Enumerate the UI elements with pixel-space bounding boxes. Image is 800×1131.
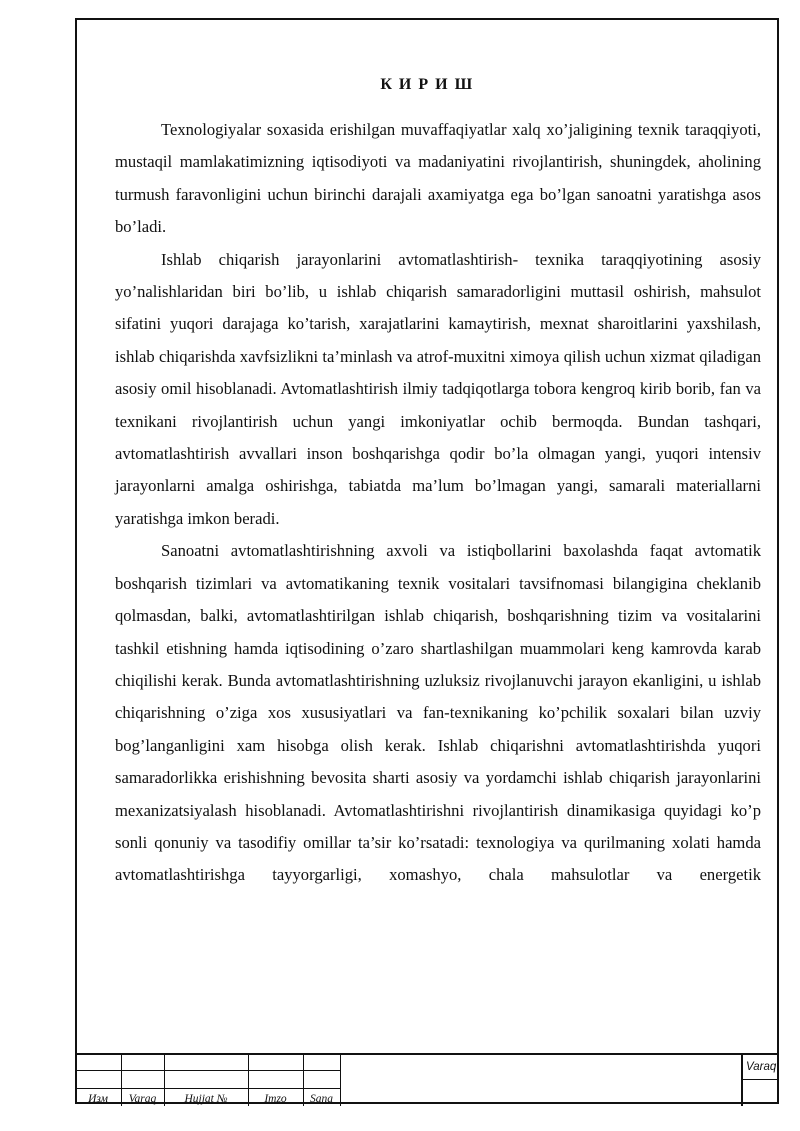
izm-label: Изм: [88, 1093, 108, 1105]
page-title: К И Р И Ш: [380, 76, 474, 93]
paragraph-2: Ishlab chiqarish jarayonlarini avtomatlashtirish- texnika taraqqiyotining asosiy yo’nalishlaridan biri bo’lib, u ishlab chiqarish samaradorligini muttasil oshirish, mahsulot sifatini yuqori darajaga ko’tarish, xarajatlarini kamaytirish, mexnat sharoitlarini yaxshilash, ishlab chiqarishda xavfsizlikni ta’minlash va atrof-muxitni ximoya qilish uchun xizmat qiladigan asosiy omil hisoblanadi. Avtomatlashtirish ilmiy tadqiqotlarga tobora kengroq kirib borib, fan va texnikani rivojlantirish uchun yangi imkoniyatlar ochib bermoqda. Bundan tashqari, avtomatlashtirish avvallari inson boshqarishga qodir bo’la olmagan yangi, yuqori intensiv jarayonlarni amalga oshirishga, tabiatda ma’lum bo’lmagan yangi, samarali materiallarni yaratishga imkon beradi.: [115, 249, 761, 528]
title-block: [75, 1053, 779, 1106]
sheet-number-box: [741, 1055, 779, 1106]
grid-line: [340, 1055, 341, 1106]
varaq-label: Varaq: [128, 1093, 157, 1105]
sheet-label: Varaq: [746, 1061, 777, 1073]
paragraph-3: Sanoatni avtomatlashtirishning axvoli va istiqbollarini baxolashda faqat avtomatik boshqarish tizimlari va avtomatikaning texnik vositalari tavsifnomasi bilangigina cheklanib qolmasdan, balki, avtomatlashtirilgan ishlab chiqarish, boshqarishning tizim va vositalarini tashkil etishning hamda iqtisodining o’zaro shartlashilgan muammolari keng kamrovda karab chiqilishi kerak. Bunda avtomatlashtirishning uzluksiz rivojlanuvchi jarayon ekanligini, u ishlab chiqarishning o’ziga xos xususiyatlari va fan-texnikaning ko’pchilik soxalari bilan uzviy bog’langanligini xam hisobga olish kerak. Ishlab chiqarishni avtomatlashtirishda yuqori samaradorlikka erishishning bevosita sharti asosiy va yordamchi ishlab chiqarish jarayonlarini mexanizatsiyalash hisoblanadi. Avtomatlashtirishni rivojlantirish dinamikasiga quyidagi ko’p sonli qonuniy va tasodifiy omillar ta’sir ko’rsatadi: texnologiya va qurilmaning xolati hamda avtomatlashtirishga tayyorgarligi, xomashyo, chala mahsulotlar va energetik: [115, 541, 761, 885]
grid-line: [75, 1088, 341, 1089]
grid-line: [743, 1079, 779, 1080]
hujjat-label: Hujjat №: [184, 1093, 228, 1105]
paragraph-1: Texnologiyalar soxasida erishilgan muvaffaqiyatlar xalq xo’jaligining texnik taraqqiyoti, mustaqil mamlakatimizning iqtisodiyoti va madaniyatini rivojlantirish, shuningdek, aholining turmush faravonligini uchun birinchi darajali axamiyatga ega bo’lgan sanoatni yaratishga asos bo’ladi.: [115, 120, 761, 237]
grid-line: [75, 1070, 341, 1071]
imzo-label: Imzo: [264, 1093, 287, 1105]
body-text: [115, 114, 761, 892]
sana-label: Sana: [310, 1093, 333, 1105]
